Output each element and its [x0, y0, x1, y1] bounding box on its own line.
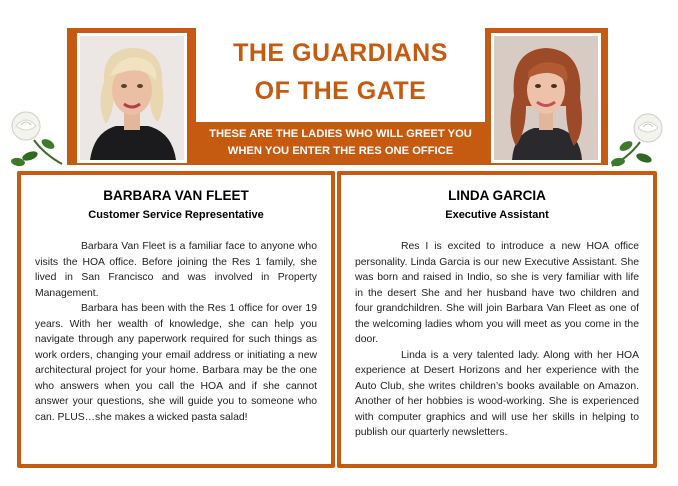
page-subtitle	[196, 126, 485, 160]
page-title	[196, 34, 485, 110]
subtitle-line-2: WHEN YOU ENTER THE RES ONE OFFICE	[227, 145, 454, 157]
linda-role: Executive Assistant	[445, 209, 549, 221]
linda-name: LINDA GARCIA	[448, 188, 546, 203]
title-line-1: THE GUARDIANS	[233, 39, 448, 67]
barbara-photo	[77, 33, 187, 163]
barbara-bio	[35, 239, 317, 425]
subtitle-line-1: THESE ARE THE LADIES WHO WILL GREET YOU	[209, 128, 472, 140]
barbara-bio-paragraph-2: Barbara has been with the Res 1 office for over 19 years. With her wealth of knowledge, she can help you navigate through any paperwork required for such things as work orders, changing your email address or initiating a new architectural project for your home. Barbara may be the one who answers when you call the HOA and if she cannot answer your questions, she will guide you to someone who can. PLUS…she makes a wicked pasta salad!	[35, 303, 317, 423]
barbara-bio-paragraph-1: Barbara Van Fleet is a familiar face to anyone who visits the HOA office. Before joining the Res 1 family, she lived in San Francisco and was involved in Property Management.	[35, 241, 317, 299]
linda-photo	[491, 33, 601, 163]
linda-bio	[355, 239, 639, 441]
title-line-2: OF THE GATE	[254, 77, 427, 105]
barbara-name: BARBARA VAN FLEET	[103, 188, 249, 203]
linda-bio-paragraph-1: Res I is excited to introduce a new HOA office personality. Linda Garcia is our new Executive Assistant. She was born and raised in Indio, so she is very familiar with life in the desert She and her husband have two children and four grandchildren. She will join Barbara Van Fleet as one of the welcoming ladies whom you will meet as you come in the door.	[355, 241, 639, 345]
linda-bio-paragraph-2: Linda is a very talented lady. Along with her HOA experience at Desert Horizons and her experience with the Auto Club, she writes children’s books available on Amazon. Another of her hobbies is wood-working. She is experienced with computer graphics and will use her skills in helping to publish our quarterly newsletters.	[355, 349, 639, 438]
white-rose-right-icon	[608, 106, 670, 172]
linda-profile-card	[337, 171, 657, 468]
barbara-role: Customer Service Representative	[88, 209, 264, 221]
barbara-profile-card	[17, 171, 335, 468]
portrait-woman-blonde-icon	[80, 36, 184, 160]
portrait-woman-redhead-icon	[494, 36, 598, 160]
white-rose-left-icon	[4, 104, 66, 170]
